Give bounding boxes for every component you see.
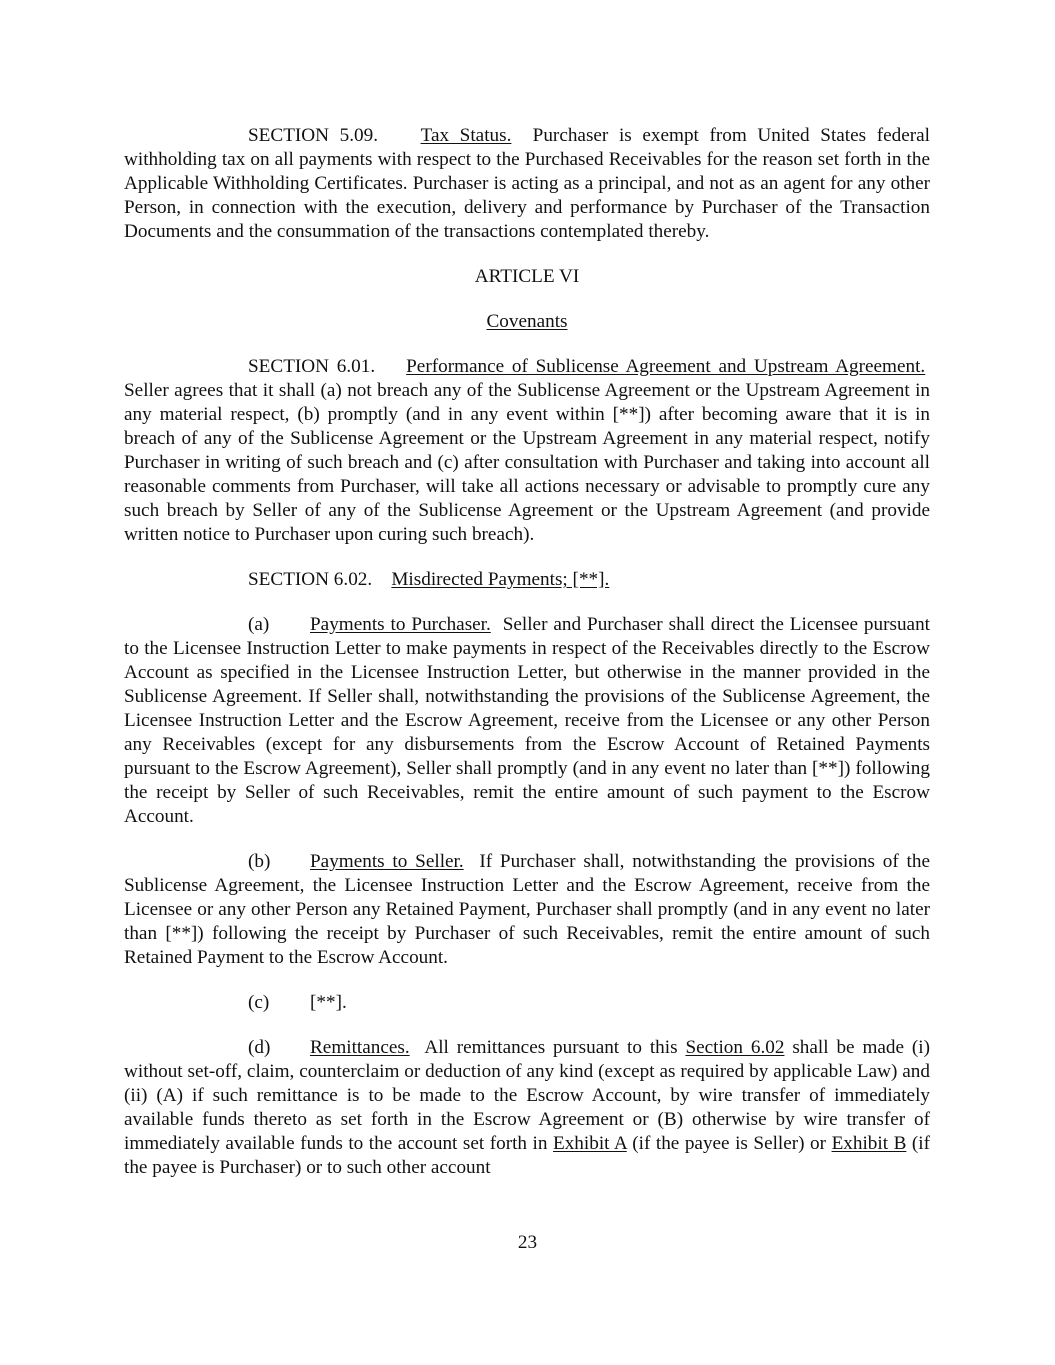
document-page xyxy=(124,124,930,1180)
section-6-02 xyxy=(124,568,930,592)
section-body: Purchaser is exempt from United States federal withholding tax on all payments with respect to the Purchased Receivables for the reason set forth in the Applicable Withholding Certificates. Purchaser is acting as a principal, and not as an agent for any other Person, in connection with the execution, delivery and performance by Purchaser of the Transaction Documents and the consummation of the transactions contemplated thereby. xyxy=(124,125,931,242)
section-number: SECTION 5.09. xyxy=(248,125,379,146)
clause-label: (b) xyxy=(248,851,271,872)
clause-body: (if the payee is Purchaser) or to such other account xyxy=(124,1133,931,1178)
clause-label: (c) xyxy=(248,992,270,1013)
exhibit-a-reference: Exhibit A xyxy=(552,1133,627,1154)
section-title: Tax Status. xyxy=(420,125,512,146)
article-subheading: Covenants xyxy=(486,311,568,332)
clause-title: Payments to Seller. xyxy=(310,851,464,872)
section-5-09 xyxy=(124,124,930,244)
clause-body: Seller and Purchaser shall direct the Licensee pursuant to the Licensee Instruction Letter to make payments in respect of the Receivables directly to the Escrow Account as specified in the Licensee Instruction Letter, but otherwise in the manner provided in the Sublicense Agreement. If Seller shall, notwithstanding the provisions of the Sublicense Agreement, the Licensee Instruction Letter and the Escrow Agreement, receive from the Licensee or any other Person any Receivables (except for any disbursements from the Escrow Account of Retained Payments pursuant to the Escrow Agreement), Seller shall promptly (and in any event no later than [**]) following the receipt by Seller of such Receivables, remit the entire amount of such payment to the Escrow Account. xyxy=(124,614,931,827)
clause-body: If Purchaser shall, notwithstanding the provisions of the Sublicense Agreement, the Licensee Instruction Letter and the Escrow Agreement, receive from the Licensee or any other Person any Retained Payment, Purchaser shall promptly (and in any event no later than [**]) following the receipt by Purchaser of such Receivables, remit the entire amount of such Retained Payment to the Escrow Account. xyxy=(124,851,930,968)
clause-body: [**]. xyxy=(310,992,347,1013)
clause-a xyxy=(124,613,930,829)
section-number: SECTION 6.01. xyxy=(248,356,376,377)
clause-body: All remittances pursuant to this xyxy=(424,1037,678,1058)
clause-body: shall be made (i) without set-off, claim, counterclaim or deduction of any kind (except as required by applicable Law) and (ii) (A) if such remittance is to be made to the Escrow Account, by wire transfer of immediately available funds thereto as set forth in the Escrow Agreement or (B) otherwise by wire transfer of immediately available funds to the account set forth in xyxy=(124,1037,930,1154)
exhibit-b-reference: Exhibit B xyxy=(831,1133,907,1154)
clause-body: (if the payee is Seller) or xyxy=(632,1133,827,1154)
section-6-01 xyxy=(124,355,930,547)
clause-label: (a) xyxy=(248,614,270,635)
clause-title: Remittances. xyxy=(310,1037,410,1058)
section-number: SECTION 6.02. xyxy=(248,569,373,590)
article-heading: ARTICLE VI xyxy=(474,266,580,287)
clause-title: Payments to Purchaser. xyxy=(310,614,491,635)
clause-b xyxy=(124,850,930,970)
section-reference-link: Section 6.02 xyxy=(685,1037,785,1058)
clause-d xyxy=(124,1036,930,1180)
section-body: Seller agrees that it shall (a) not breach any of the Sublicense Agreement or the Upstream Agreement in any material respect, (b) promptly (and in any event within [**]) after becoming aware that it is in breach of any of the Sublicense Agreement or the Upstream Agreement in any material respect, notify Purchaser in writing of such breach and (c) after consultation with Purchaser and taking into account all reasonable comments from Purchaser, will take all actions necessary or advisable to promptly cure any such breach by Seller of any of the Sublicense Agreement or the Upstream Agreement (and provide written notice to Purchaser upon curing such breach). xyxy=(124,380,930,545)
section-title: Misdirected Payments; [**]. xyxy=(391,569,610,590)
clause-c xyxy=(124,991,930,1015)
page-number: 23 xyxy=(517,1232,538,1253)
clause-label: (d) xyxy=(248,1037,271,1058)
section-title: Performance of Sublicense Agreement and Upstream Agreement. xyxy=(406,356,926,377)
